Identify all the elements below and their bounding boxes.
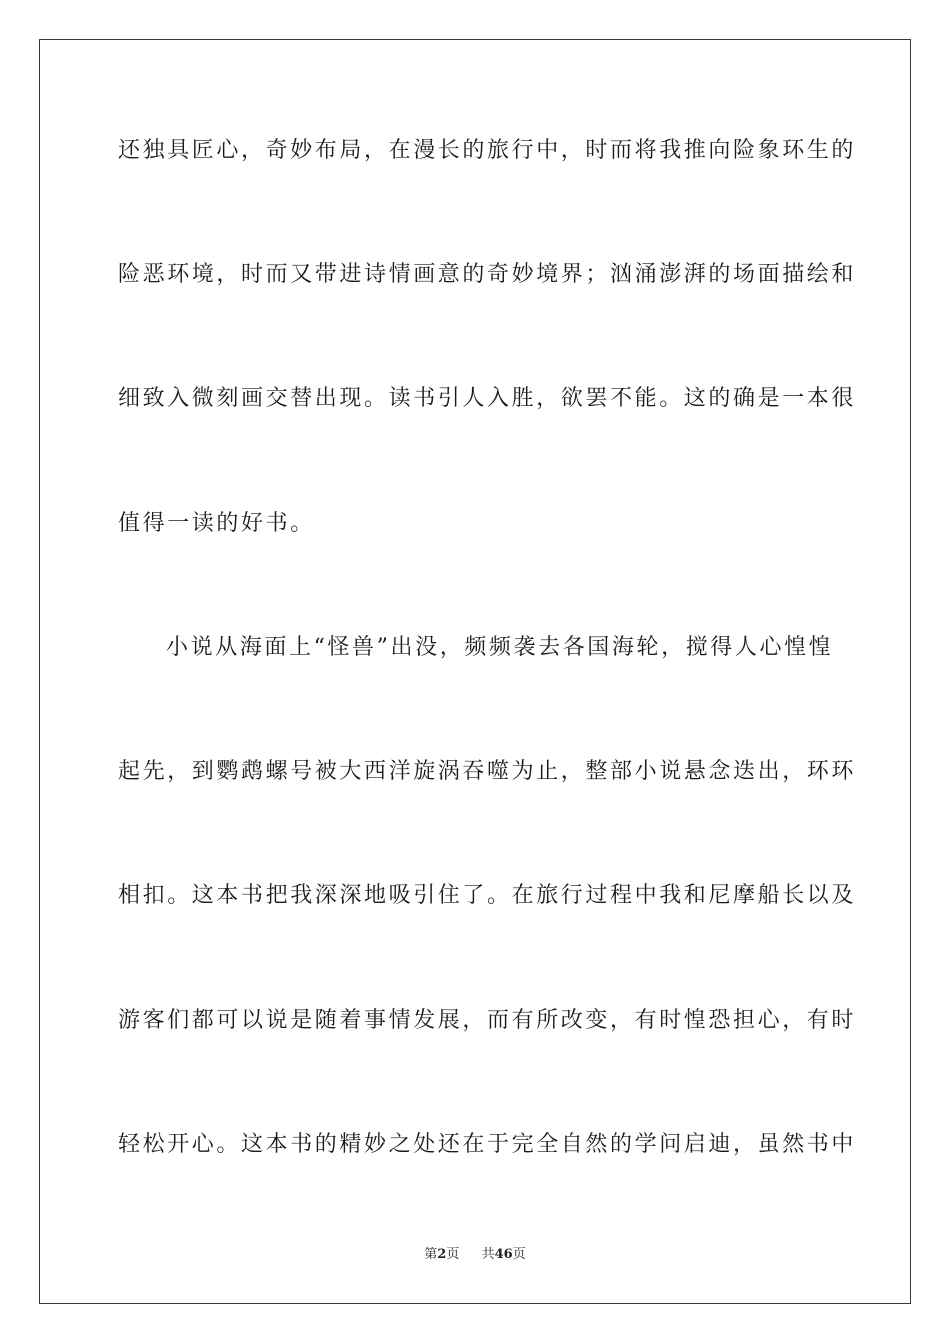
page-footer: [0, 1246, 950, 1264]
page-suffix: 页: [446, 1247, 460, 1262]
page-border: [39, 39, 911, 1304]
page-prefix: 第: [424, 1247, 438, 1262]
page-number: 2: [437, 1247, 447, 1262]
body-text-line: 还独具匠心，奇妙布局，在漫长的旅行中，时而将我推向险象环生的: [118, 138, 857, 163]
paragraph-first-line: 小说从海面上“怪兽”出没，频频袭去各国海轮，搅得人心惶惶: [166, 635, 834, 660]
body-text-line: 险恶环境，时而又带进诗情画意的奇妙境界；汹涌澎湃的场面描绘和: [118, 262, 857, 287]
total-prefix: 共: [481, 1247, 495, 1262]
body-text-line: 细致入微刻画交替出现。读书引人入胜，欲罢不能。这的确是一本很: [118, 386, 857, 411]
total-pages: 46: [494, 1247, 513, 1262]
body-text-line: 游客们都可以说是随着事情发展，而有所改变，有时惶恐担心，有时: [118, 1008, 857, 1033]
total-suffix: 页: [512, 1247, 526, 1262]
body-text-line: 起先，到鹦鹉螺号被大西洋旋涡吞噬为止，整部小说悬念迭出，环环: [118, 759, 857, 784]
body-text-line: 相扣。这本书把我深深地吸引住了。在旅行过程中我和尼摩船长以及: [118, 883, 857, 908]
body-text-line: 轻松开心。这本书的精妙之处还在于完全自然的学问启迪，虽然书中: [118, 1132, 857, 1157]
body-text-line: 值得一读的好书。: [118, 511, 315, 536]
